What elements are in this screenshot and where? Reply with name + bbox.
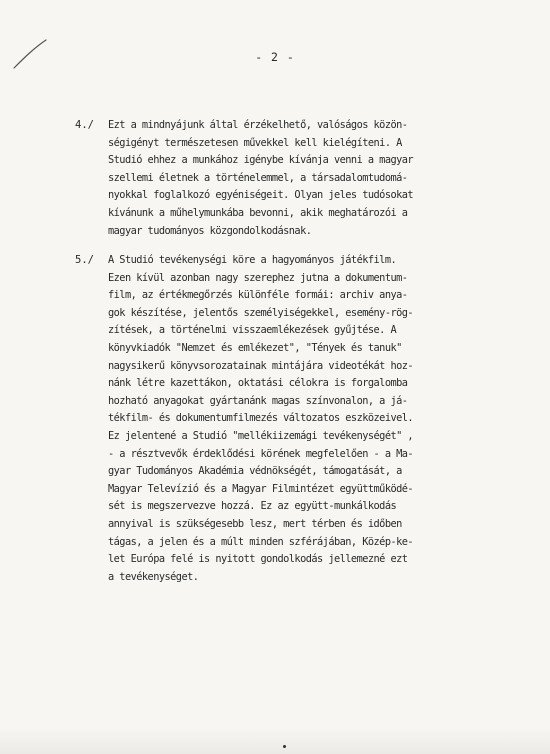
text-line: tékfilm- és dokumentumfilmezés változatos eszközeivel. bbox=[108, 412, 414, 425]
text-line: sét is megszervezve hozzá. Ez az együtt-munkálkodás bbox=[108, 500, 397, 513]
text-line: hozható anyagokat gyártanánk magas színvonalon, a já- bbox=[108, 394, 408, 407]
text-line: Ez jelentené a Studió "mellékiizemági tevékenységét" , bbox=[108, 429, 414, 442]
text-line: Studió ehhez a munkához igénybe kívánja venni a magyar bbox=[108, 154, 414, 167]
text-line: kívánunk a műhelymunkába bevonni, akik meghatározói a bbox=[108, 206, 408, 219]
text-line: nagysikerű könyvsorozatainak mintájára videotékát hoz- bbox=[108, 359, 414, 372]
text-line: nyokkal foglalkozó egyéniségeit. Olyan jeles tudósokat bbox=[108, 189, 414, 202]
text-line: A Studió tevékenységi köre a hagyományos játékfilm. bbox=[108, 254, 397, 266]
paragraph-number: 5./ bbox=[75, 254, 94, 266]
text-line: gok készítése, jelentős személyiségekkel, esemény-rög- bbox=[108, 306, 414, 319]
text-line: könyvkiadók "Nemzet és emlékezet", "Tények és tanuk" bbox=[108, 341, 402, 354]
scan-edge-shadow bbox=[0, 728, 550, 754]
paragraph-text bbox=[108, 117, 520, 240]
text-line: Ezen kívül azonban nagy szerephez jutna a dokumentum- bbox=[108, 271, 408, 284]
text-line: gyar Tudományos Akadémia védnökségét, támogatását, a bbox=[108, 465, 402, 478]
text-line: film, az értékmegőrzés különféle formái: archiv anya- bbox=[108, 289, 408, 302]
text-line: ségigényt természetesen művekkel kell kielégíteni. A bbox=[108, 136, 402, 149]
text-line: Ezt a mindnyájunk által érzékelhető, valóságos közön- bbox=[108, 119, 408, 131]
text-line: Magyar Televízió és a Magyar Filmintézet együttműködé- bbox=[108, 482, 414, 495]
text-line: magyar tudományos közgondolkodásnak. bbox=[108, 224, 312, 237]
text-line: szellemi életnek a történelemmel, a társadalomtudomá- bbox=[108, 171, 408, 184]
paragraph-text bbox=[108, 252, 520, 586]
text-line: annyival is szükségesebb lesz, mert térben és időben bbox=[108, 517, 402, 530]
paragraph-number: 4./ bbox=[75, 119, 94, 131]
text-line: nánk létre kazettákon, oktatási célokra is forgalomba bbox=[108, 377, 408, 390]
text-line: - a résztvevők érdeklődési körének megfelelően - a Ma- bbox=[108, 447, 414, 460]
text-line: zítések, a történelmi visszaemlékezések gyűjtése. A bbox=[108, 324, 397, 337]
page-number: - 2 - bbox=[255, 50, 295, 64]
text-line: tágas, a jelen és a múlt minden szférájában, Közép-ke- bbox=[108, 535, 414, 548]
text-line: let Európa felé is nyitott gondolkodás jellemezné ezt bbox=[108, 553, 408, 566]
text-line: a tevékenységet. bbox=[108, 570, 199, 583]
